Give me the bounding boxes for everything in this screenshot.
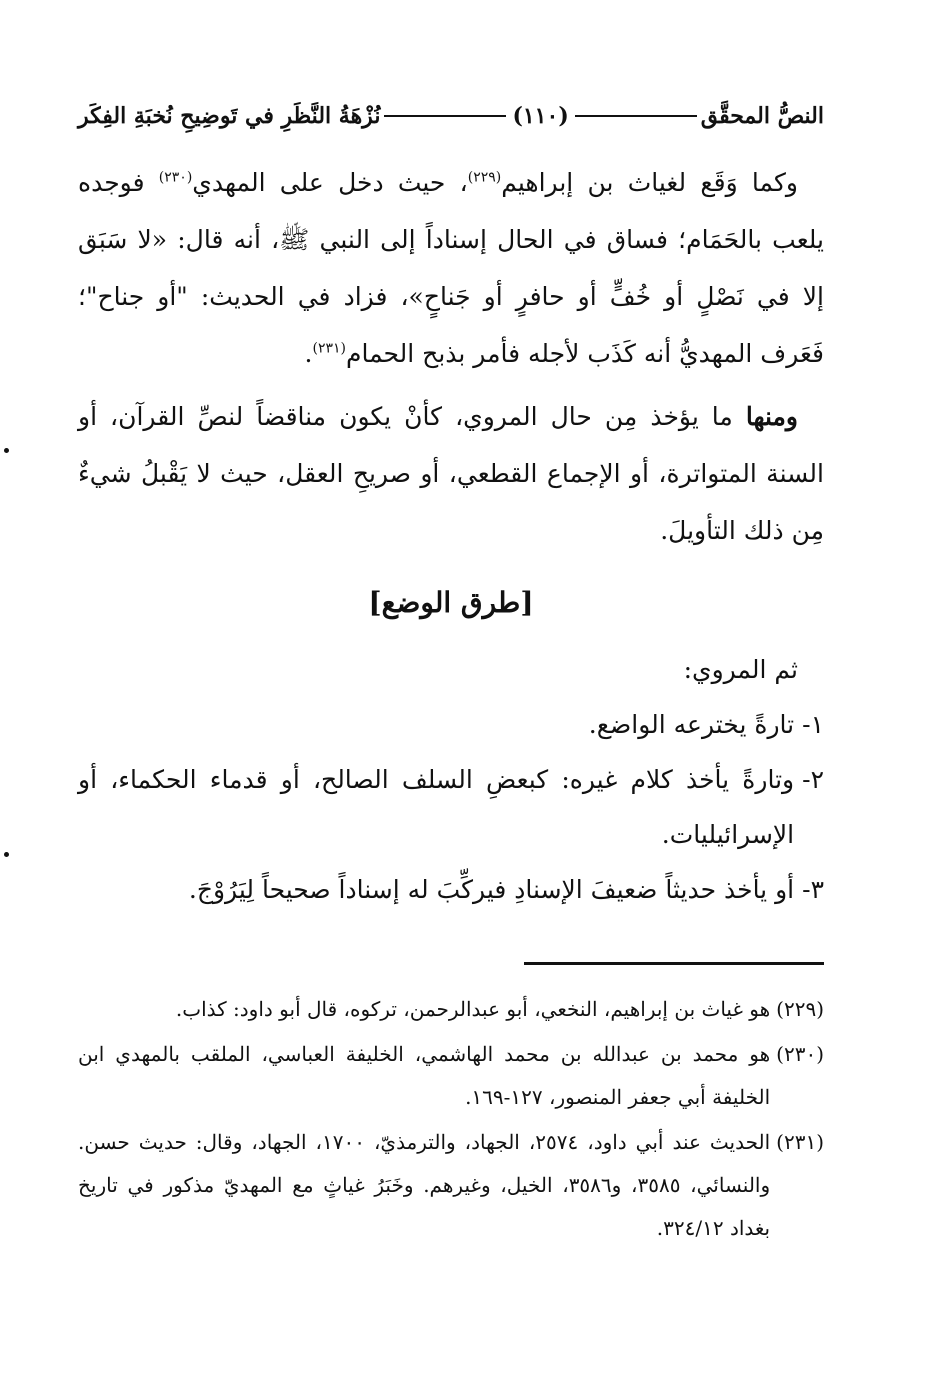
footnote-text: الحديث عند أبي داود، ٢٥٧٤، الجهاد، والترمذيّ، ١٧٠٠، الجهاد، وقال: حديث حسن. والنسائي، ٣٥٨٥، و٣٥٨٦، الخيل، وغيرهم. وخَبَرُ غياثٍ مع المهديّ مذكور في تاريخ بغداد ٣٢٤/١٢.: [78, 1130, 771, 1240]
list-item-text: تارةً يخترعه الواضع.: [588, 710, 795, 739]
paragraph: [78, 388, 824, 559]
header-rule: [384, 115, 506, 117]
text-run: ، حيث دخل على المهدي: [192, 168, 468, 197]
section-heading: [طرق الوضع]: [368, 586, 534, 619]
list-item: [78, 862, 824, 917]
footnote-ref[interactable]: (٢٢٩): [467, 169, 502, 186]
list-item: [78, 752, 824, 862]
scan-speck: [4, 852, 9, 857]
footnotes: [78, 988, 824, 1252]
list-item-number: ١-: [802, 710, 824, 739]
footnote-number: (٢٣٠): [776, 1042, 824, 1066]
text-run: وكما وَقَع لغياث بن إبراهيم: [501, 168, 798, 197]
list-item-number: ٣-: [802, 875, 824, 904]
footnote-number: (٢٢٩): [776, 997, 824, 1021]
scan-speck: [4, 448, 9, 453]
header-section-title: النصُّ المحقَّق: [700, 103, 824, 129]
footnote-text: هو غياث بن إبراهيم، النخعي، أبو عبدالرحمن، تركوه، قال أبو داود: كذاب.: [175, 997, 771, 1021]
footnote-ref[interactable]: (٢٣٠): [158, 169, 193, 186]
list-item: [78, 697, 824, 752]
list-intro: ثم المروي:: [683, 655, 798, 684]
list-item-text: أو يأخذ حديثاً ضعيفَ الإسنادِ فيركِّبَ له إسناداً صحيحاً لِيَرُوْجَ.: [188, 875, 795, 904]
list-item-text: وتارةً يأخذ كلام غيره: كبعضِ السلف الصالح، أو قدماء الحكماء، أو الإسرائيليات.: [78, 765, 795, 849]
footnote-number: (٢٣١): [776, 1130, 824, 1154]
page-number: (١١٠): [512, 103, 569, 129]
paragraph: [78, 154, 824, 382]
header-book-title: نُزْهَةُ النَّظَرِ في تَوضِيحِ نُخبَةِ الفِكَر: [78, 103, 381, 129]
main-text: [78, 154, 824, 559]
footnote-text: هو محمد بن عبدالله بن محمد الهاشمي، الخليفة العباسي، الملقب بالمهدي ابن الخليفة أبي جعفر المنصور، ١٢٧-١٦٩.: [78, 1042, 771, 1109]
running-header: [78, 96, 824, 136]
text-run: فوجده يلعب بالحَمَام؛ فساق في الحال إسناداً إلى النبي ﷺ، أنه قال: «لا سَبَق إلا في نَصْلٍ أو خُفٍّ أو حافرٍ أو جَناحٍ»، فزاد في الحديث: "أو جناح"؛ فَعَرف المهديُّ أنه كَذَب لأجله فأمر بذبح الحمام: [78, 168, 824, 368]
list-item-number: ٢-: [802, 765, 824, 794]
footnote: [78, 988, 824, 1031]
footnote-ref[interactable]: (٢٣١): [312, 340, 346, 357]
footnote-separator: [524, 962, 824, 965]
methods-list: [78, 642, 824, 917]
paragraph-lead: ومنها: [745, 402, 798, 431]
footnote: [78, 1121, 824, 1250]
footnote: [78, 1033, 824, 1119]
text-run: ما يؤخذ مِن حال المروي، كأنْ يكون مناقضاً لنصِّ القرآن، أو السنة المتواترة، أو الإجماع القطعي، أو صريحِ العقل، حيث لا يَقْبلُ شيءٌ مِن ذلك التأويلَ.: [78, 402, 824, 545]
header-rule: [575, 115, 697, 117]
text-run: .: [304, 339, 313, 368]
